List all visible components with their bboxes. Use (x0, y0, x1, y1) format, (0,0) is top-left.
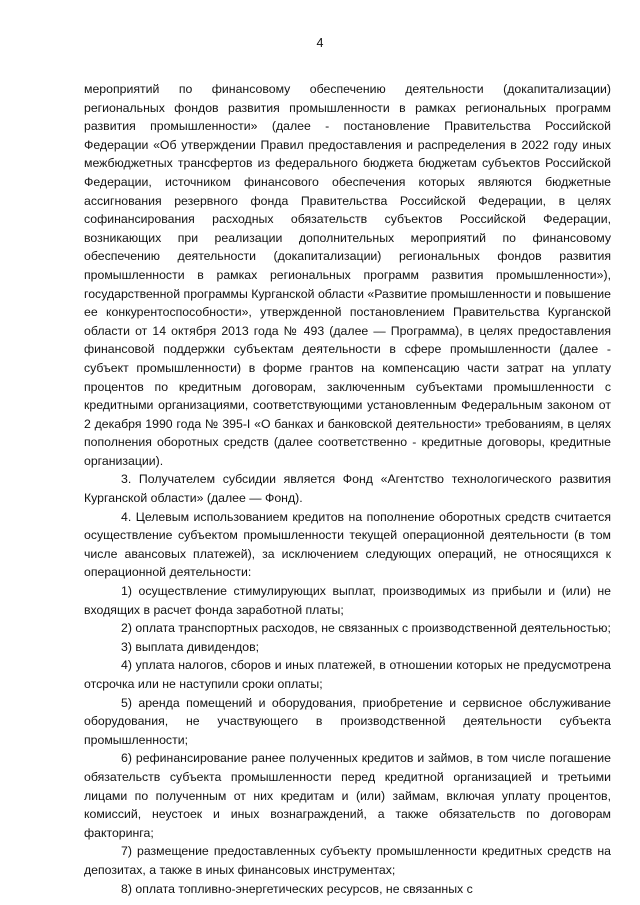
document-body (84, 80, 611, 898)
list-item-2: 2) оплата транспортных расходов, не связанных с производственной деятельностью; (121, 621, 611, 636)
list-item-4: 4) уплата налогов, сборов и иных платежей, в отношении которых не предусмотрена отсрочка или не наступили сроки оплаты; (84, 658, 611, 691)
list-item-1: 1) осуществление стимулирующих выплат, производимых из прибыли и (или) не входящих в расчет фонда заработной платы; (84, 584, 611, 617)
list-item-7: 7) размещение предоставленных субъекту промышленности кредитных средств на депозитах, а также в иных финансовых инструментах; (84, 844, 611, 877)
paragraph-continuation: мероприятий по финансовому обеспечению деятельности (докапитализации) региональных фондов развития промышленности в рамках региональных программ развития промышленности» (далее - постановление Правительства Российской Федерации «Об утверждении Правил предоставления и распределения в 2022 году иных межбюджетных трансфертов из федерального бюджета бюджетам субъектов Российской Федерации, источником финансового обеспечения которых являются бюджетные ассигнования резервного фонда Правительства Российской Федерации, в целях софинансирования расходных обязательств субъектов Российской Федерации, возникающих при реализации дополнительных мероприятий по финансовому обеспечению деятельности (докапитализации) региональных фондов развития промышленности в рамках региональных программ развития промышленности»), государственной программы Курганской области «Развитие промышленности и повышение ее конкурентоспособности», утвержденной постановлением Правительства Курганской области от 14 октября 2013 года № 493 (далее — Программа), в целях предоставления финансовой поддержки субъектам деятельности в сфере промышленности (далее - субъект промышленности) в форме грантов на компенсацию части затрат на уплату процентов по кредитным договорам, заключенным субъектами промышленности с кредитными организациями, соответствующими установленным Федеральным законом от 2 декабря 1990 года № 395-I «О банках и банковской деятельности» требованиям, в целях пополнения оборотных средств (далее соответственно - кредитные договоры, кредитные организации). (84, 82, 611, 468)
list-item-6: 6) рефинансирование ранее полученных кредитов и займов, в том числе погашение обязательств субъекта промышленности перед кредитной организацией и третьими лицами по полученным от них кредитам и (или) займам, включая уплату процентов, комиссий, неустоек и иных вознаграждений, а также обязательств по договорам факторинга; (84, 751, 611, 840)
list-item-3: 3) выплата дивидендов; (121, 639, 260, 654)
paragraph-item-3: 3. Получателем субсидии является Фонд «Агентство технологического развития Курганской области» (далее — Фонд). (84, 472, 611, 506)
list-item-5: 5) аренда помещений и оборудования, приобретение и сервисное обслуживание оборудования, не участвующего в производственной деятельности субъекта промышленности; (84, 695, 611, 747)
page-number: 4 (316, 36, 324, 50)
list-item-8: 8) оплата топливно-энергетических ресурсов, не связанных с (121, 881, 473, 896)
paragraph-item-4: 4. Целевым использованием кредитов на пополнение оборотных средств считается осуществление субъектом промышленности текущей операционной деятельности (в том числе авансовых платежей), за исключением следующих операций, не относящихся к операционной деятельности: (84, 509, 611, 580)
